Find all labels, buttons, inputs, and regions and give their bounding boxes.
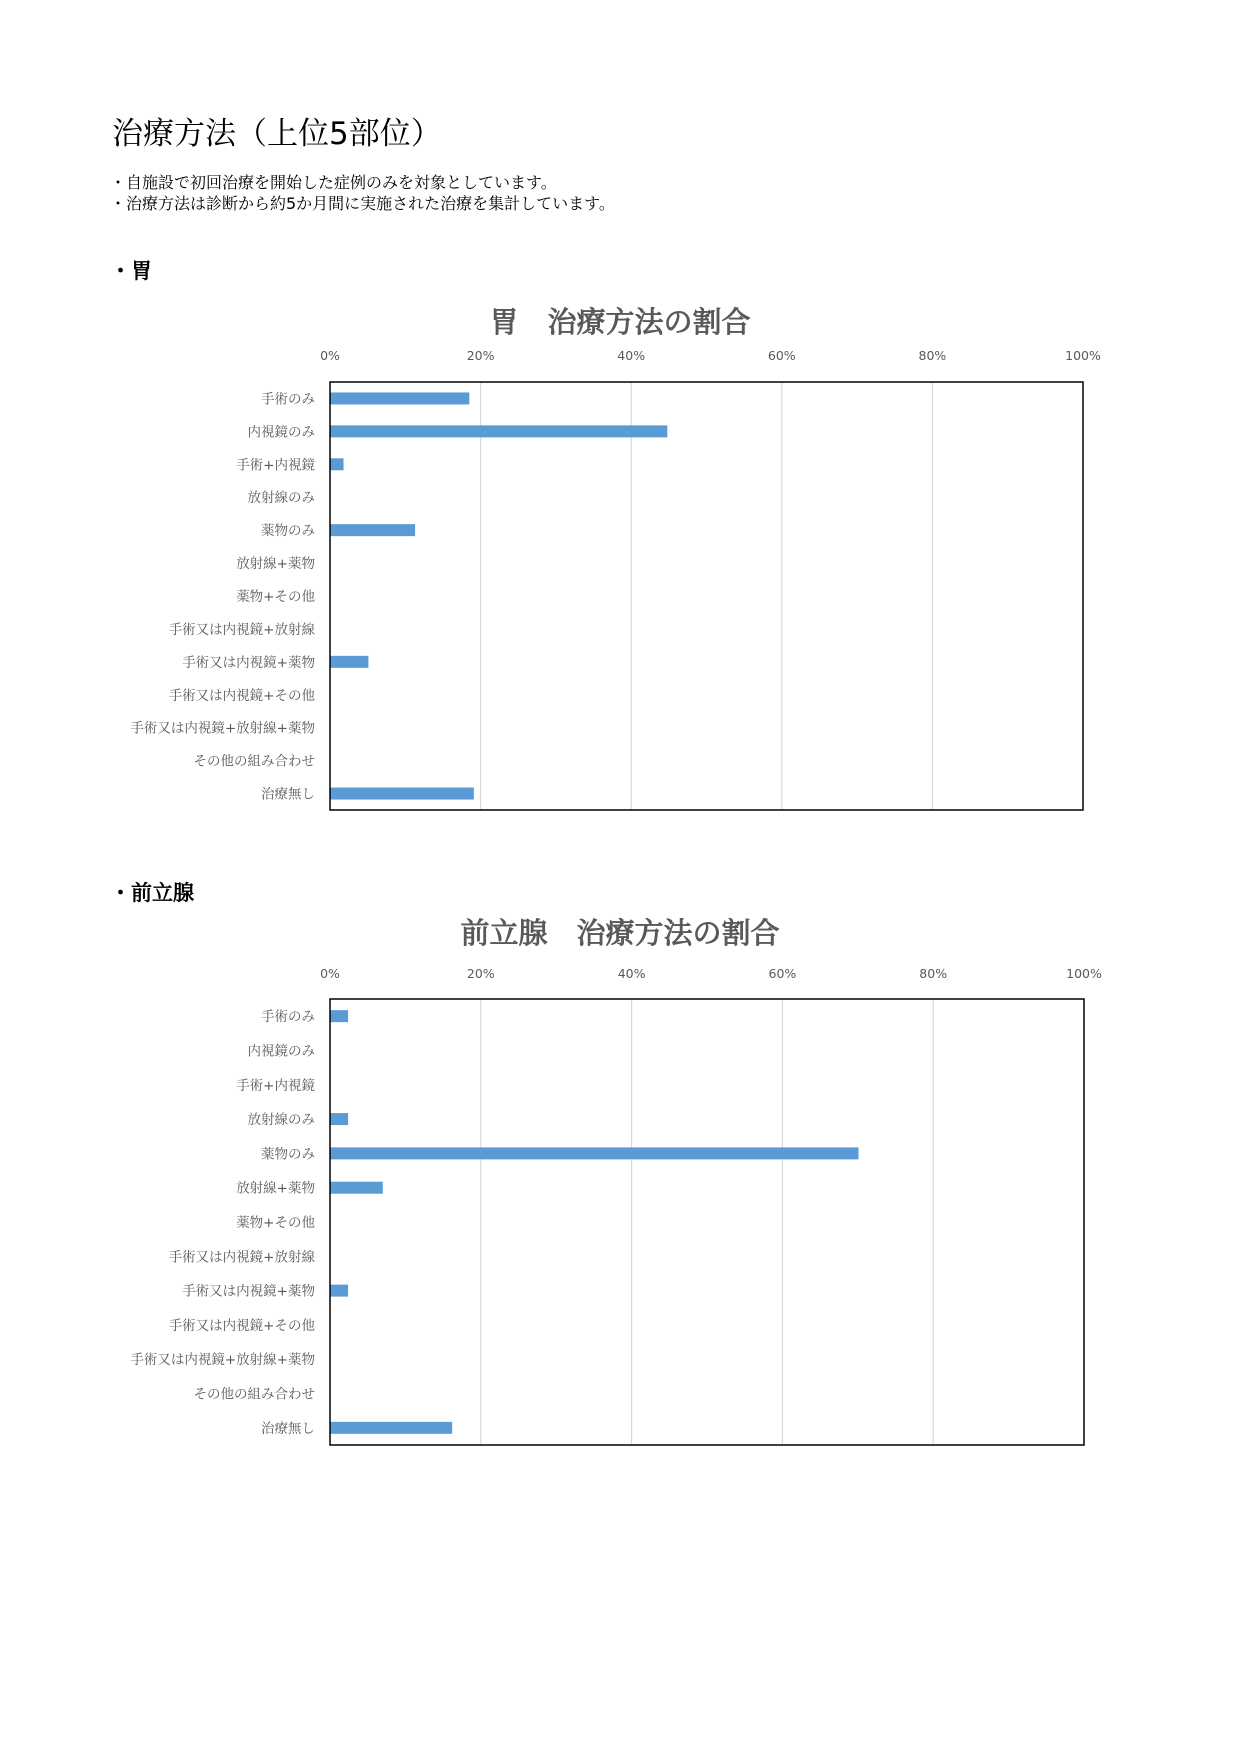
category-label: その他の組み合わせ [193,1386,315,1403]
category-label: 手術又は内視鏡+放射線 [168,621,315,638]
category-label: 手術のみ [261,391,315,408]
category-label: 放射線+薬物 [236,1180,315,1197]
note-line: ・自施設で初回治療を開始した症例のみを対象としています。 [110,173,557,192]
category-label: 薬物+その他 [236,1215,315,1231]
chart-svg [0,300,1240,820]
notes [110,172,615,214]
category-label: 内視鏡のみ [247,1043,315,1060]
bar [330,1113,348,1125]
category-label: 手術又は内視鏡+放射線 [168,1249,315,1266]
bar [330,392,469,404]
category-label: 手術又は内視鏡+薬物 [182,1283,315,1300]
x-tick-label: 0% [320,966,340,981]
section-label-stomach: ・胃 [110,259,152,283]
x-tick-label: 40% [617,966,646,981]
bar [330,458,344,470]
bar [330,1182,383,1194]
x-tick-label: 20% [466,348,495,363]
category-label: 手術又は内視鏡+薬物 [182,654,315,671]
category-label: 放射線のみ [247,1112,315,1129]
note-line: ・治療方法は診断から約5か月間に実施された治療を集計しています。 [110,194,615,213]
x-tick-label: 60% [767,348,796,363]
bar [330,1147,859,1159]
category-label: 薬物+その他 [236,589,315,605]
page-title: 治療方法（上位5部位） [112,116,442,152]
x-tick-label: 80% [918,348,947,363]
x-tick-label: 0% [320,348,340,363]
plot-border [330,999,1084,1445]
category-label: 手術+内視鏡 [236,1077,315,1094]
bar [330,1285,348,1297]
bar [330,425,667,437]
category-label: 手術又は内視鏡+放射線+薬物 [130,1352,315,1369]
category-label: 手術のみ [261,1009,315,1026]
x-tick-label: 40% [617,348,646,363]
category-label: 放射線+薬物 [236,556,315,573]
category-label: 治療無し [261,1420,315,1437]
category-label: 治療無し [261,786,315,803]
bar [330,1422,452,1434]
x-tick-label: 80% [919,966,948,981]
category-label: 手術又は内視鏡+その他 [168,1317,315,1334]
chart-title: 胃 治療方法の割合 [489,305,751,339]
plot-border [330,382,1083,810]
bar [330,1010,348,1022]
category-label: 薬物のみ [261,523,315,540]
bar [330,788,474,800]
category-label: 放射線のみ [247,490,315,507]
chart-title: 前立腺 治療方法の割合 [460,916,780,950]
x-tick-label: 100% [1065,348,1101,363]
bar [330,524,415,536]
x-tick-label: 60% [768,966,797,981]
x-tick-label: 100% [1066,966,1102,981]
section-label-prostate: ・前立腺 [110,881,194,905]
bar [330,656,368,668]
category-label: 内視鏡のみ [247,424,315,441]
category-label: その他の組み合わせ [193,753,315,770]
category-label: 手術又は内視鏡+放射線+薬物 [130,720,315,737]
category-label: 薬物のみ [261,1146,315,1163]
x-tick-label: 20% [466,966,495,981]
category-label: 手術又は内視鏡+その他 [168,687,315,704]
chart-svg [0,911,1240,1451]
category-label: 手術+内視鏡 [236,457,315,474]
